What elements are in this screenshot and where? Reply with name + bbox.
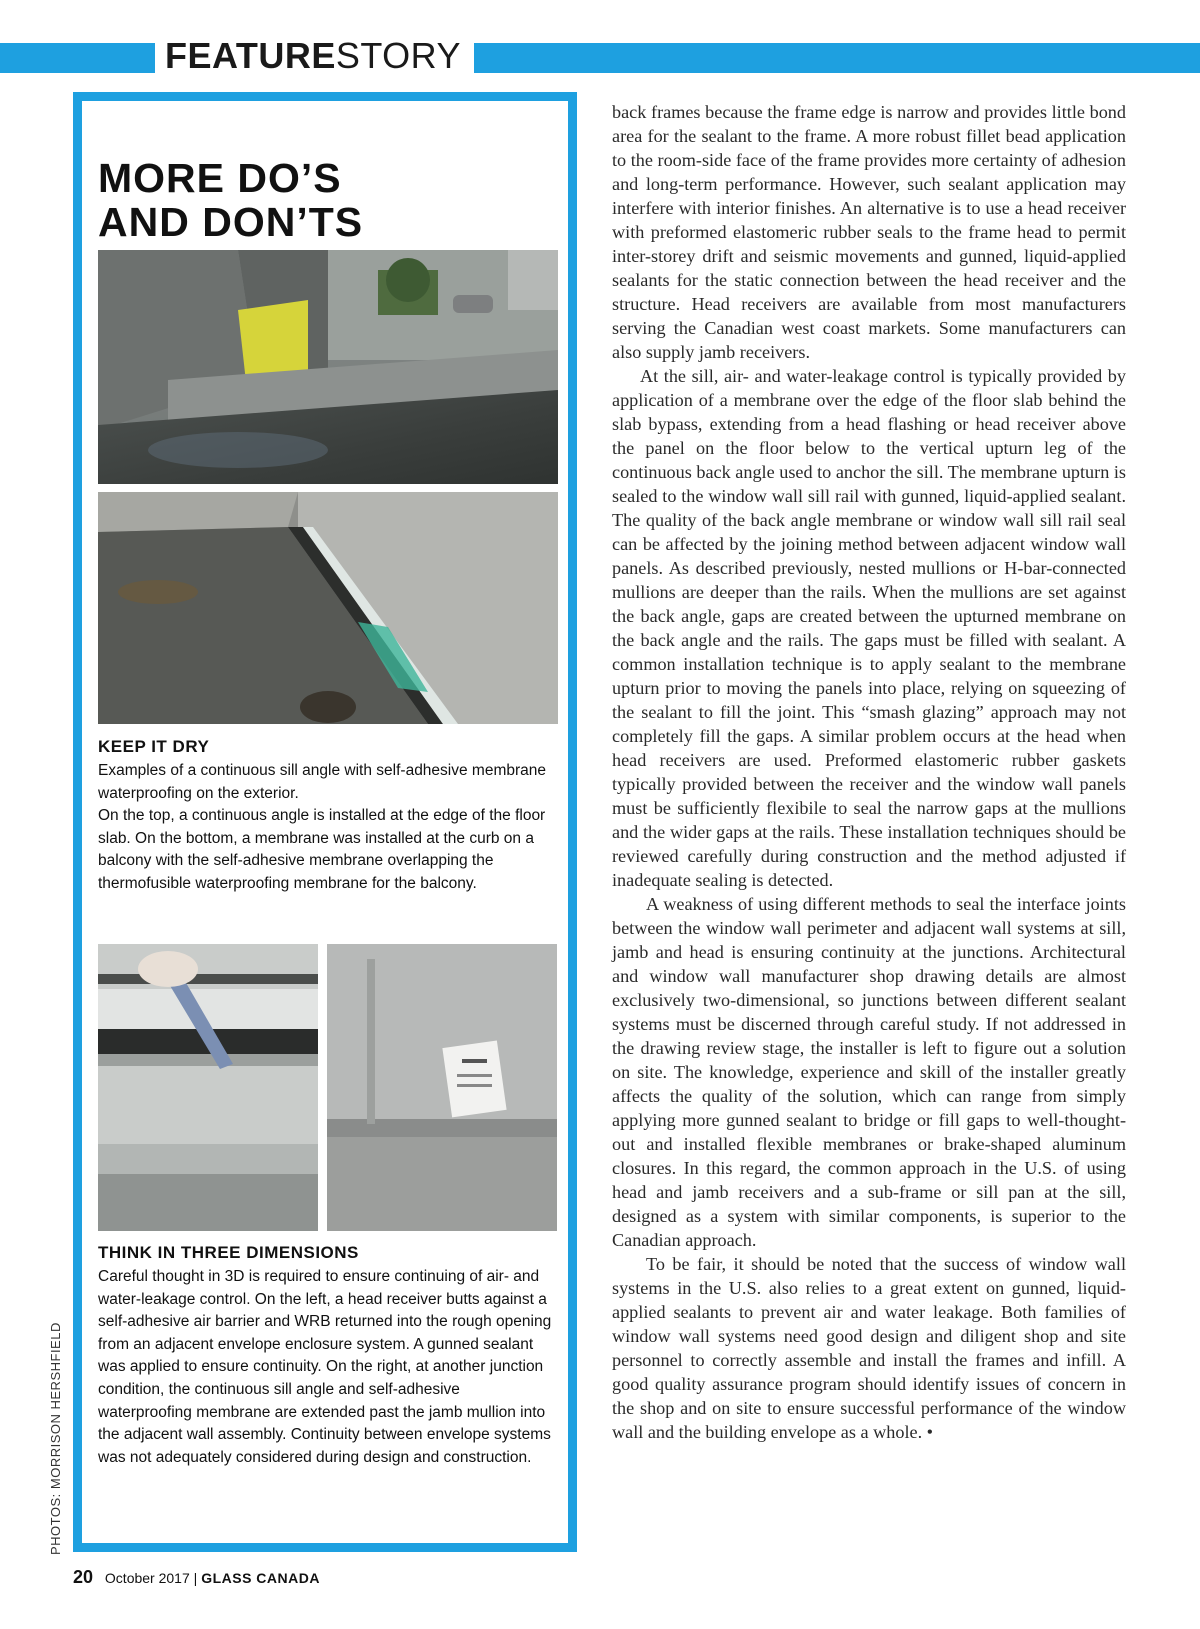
caption1-line2: On the top, a continuous angle is installed at the edge of the floor slab. On the bottom, a membrane was installed at the curb on a balcony with the self-adhesive membrane overlapping the thermofusible waterproofing membrane for the balcony. <box>98 807 546 892</box>
page-number: 20 <box>73 1567 94 1587</box>
caption1-line1: Examples of a continuous sill angle with self-adhesive membrane waterproofing on the exterior. <box>98 762 547 802</box>
photo-sill-angle-image <box>327 944 557 1231</box>
section-label-bold: FEATURE <box>165 35 336 76</box>
issue-date: October 2017 | <box>104 1570 198 1586</box>
sidebar-title-line2: AND DON’TS <box>98 199 364 245</box>
sidebar-title-line1: MORE DO’S <box>98 155 342 201</box>
photo-head-receiver-image <box>98 944 318 1231</box>
sidebar-title <box>98 156 558 244</box>
page-footer <box>73 1567 320 1588</box>
photo-credit: PHOTOS: MORRISON HERSHFIELD <box>48 1322 63 1555</box>
section-label <box>165 36 461 76</box>
header-bar-right <box>474 43 1200 73</box>
article-paragraph-1: back frames because the frame edge is narrow and provides little bond area for the sealant to the frame. A more robust fillet bead application to the room-side face of the frame provides more certainty of adhesion and long-term performance. However, such sealant application may interfere with interior finishes. An alternative is to use a head receiver with preformed elastomeric rubber seals to the frame head to permit inter-storey drift and seismic movements and gunned, liquid-applied sealants for the static connection between the head receiver and the structure. Head receivers are available from most manufacturers serving the Canadian west coast markets. Some manufacturers can also supply jamb receivers. <box>612 102 1126 362</box>
header-bar-left <box>0 43 155 73</box>
article-body <box>612 100 1126 1444</box>
article-paragraph-4: To be fair, it should be noted that the success of window wall systems in the U.S. also relies to a great extent on gunned, liquid-applied sealants to prevent air and water leakage. Both families of window wall systems need good design and diligent shop and site personnel to correctly assemble and install the frames and infill. A good quality assurance program should identify issues of concern in the shop and on site to ensure successful performance of the window wall and the building envelope as a whole. • <box>612 1254 1126 1442</box>
article-paragraph-3: A weakness of using different methods to seal the interface joints between the window wall perimeter and adjacent wall systems at sill, jamb and head is ensuring continuity at the junctions. Architectural and window wall manufacturer shop drawing details are almost exclusively two-dimensional, so junctions between different sealant systems must be discerned through careful study. If not addressed in the drawing review stage, the installer is left to figure out a solution on site. The knowledge, experience and skill of the installer greatly affects the quality of the solution, which can range from simply applying more gunned sealant to bridge or fill gaps to well-thought-out and installed flexible membranes or brake-shaped aluminum closures. In this regard, the common approach in the U.S. of using head and jamb receivers and a sub-frame or sill pan at the sill, designed as a system with similar components, is superior to the Canadian approach. <box>612 894 1126 1250</box>
article-paragraph-2: At the sill, air- and water-leakage control is typically provided by application of a membrane over the edge of the floor slab behind the slab bypass, extending from a head flashing or head receiver above the panel on the floor below to the vertical upturn leg of the continuous back angle used to anchor the sill. The membrane upturn is sealed to the window wall sill rail with gunned, liquid-applied sealant. The quality of the back angle membrane or window wall sill rail seal can be affected by the joining method between adjacent window wall panels. As described previously, nested mullions or H-bar-connected mullions are deeper than the rails. When the mullions are set against the back angle, gaps are created between the upturned membrane on the back angle and the rails. The gaps must be filled with sealant. A common installation technique is to apply sealant to the membrane upturn prior to moving the panels into place, relying on squeezing of the sealant to fill the joint. This “smash glazing” approach may not completely fill the gaps. A similar problem occurs at the head when head receivers are used. Preformed elastomeric rubber gaskets typically provided between the receiver and the window wall panels must be sufficiently flexibile to seal the narrow gaps at the mullions and the wider gaps at the rails. These installation techniques should be reviewed carefully during construction and the method adjusted if inadequate sealing is detected. <box>612 366 1126 890</box>
photo-sill-angle <box>327 944 557 1231</box>
photo-head-receiver <box>98 944 318 1231</box>
photo-balcony-curb-image <box>98 492 558 724</box>
caption2-heading: THINK IN THREE DIMENSIONS <box>98 1243 359 1262</box>
caption2-body: Careful thought in 3D is required to ensure continuing of air- and water-leakage control. On the left, a head receiver butts against a self-adhesive air barrier and WRB returned into the rough opening from an adjacent envelope enclosure system. A gunned sealant was applied to ensure continuity. On the right, at another junction condition, the continuous sill angle and self-adhesive waterproofing membrane are extended past the jamb mullion into the adjacent wall assembly. Continuity between envelope systems was not adequately considered during design and construction. <box>98 1268 552 1466</box>
photo-balcony-curb <box>98 492 558 724</box>
section-label-light: STORY <box>335 35 462 76</box>
caption1-body <box>98 760 558 896</box>
caption1-heading: KEEP IT DRY <box>98 737 210 756</box>
sidebar-box <box>73 92 577 1552</box>
photo-slab-edge <box>98 250 558 484</box>
photo-slab-edge-image <box>98 250 558 484</box>
magazine-name: GLASS CANADA <box>201 1570 320 1586</box>
